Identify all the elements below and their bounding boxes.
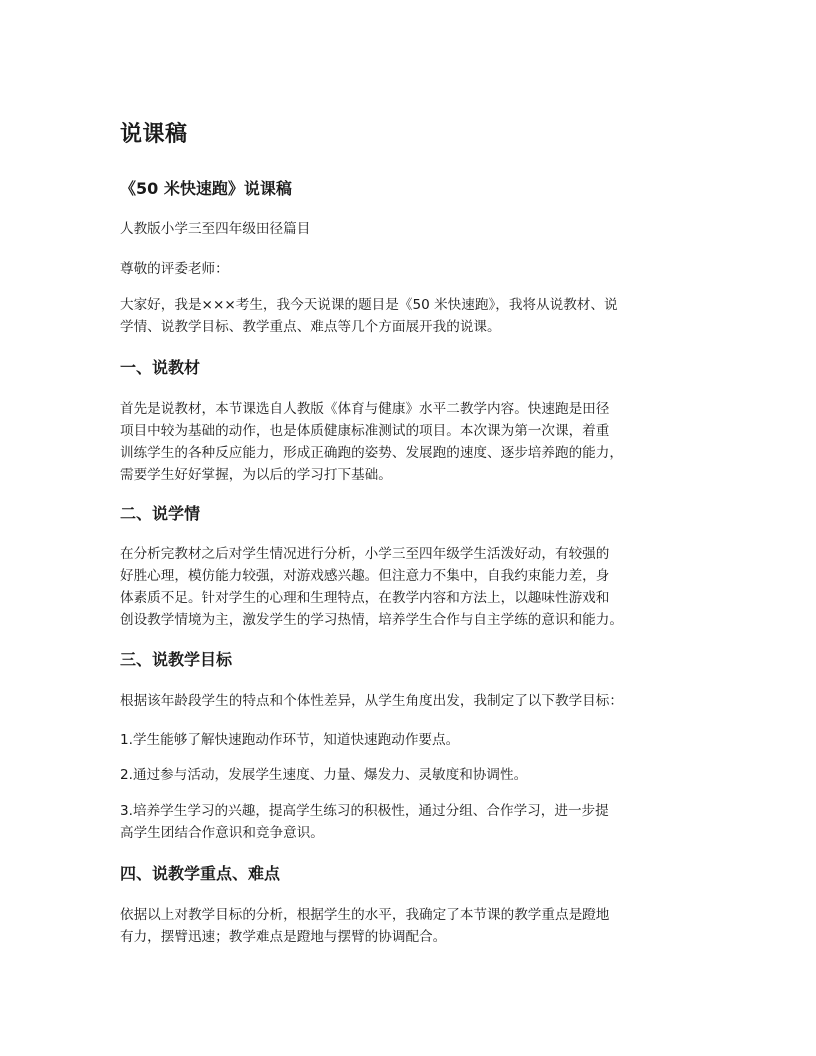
paragraph-line: 训练学生的各种反应能力，形成正确跑的姿势、发展跑的速度、逐步培养跑的能力， [120,445,623,461]
paragraph-line: 大家好，我是×××考生，我今天说课的题目是《50 米快速跑》，我将从说教材、说 [120,297,618,313]
section-paragraph [120,543,710,631]
paragraph-line: 体素质不足。针对学生的心理和生理特点，在教学内容和方法上，以趣味性游戏和 [120,590,610,606]
paragraph-line: 学情、说教学目标、教学重点、难点等几个方面展开我的说课。 [120,319,501,335]
paragraph-line: 首先是说教材，本节课选自人教版《体育与健康》水平二教学内容。快速跑是田径 [120,401,610,417]
section-heading: 三、说教学目标 [120,650,233,669]
paragraph-line: 项目中较为基础的动作，也是体质健康标准测试的项目。本次课为第一次课，着重 [120,423,610,439]
paragraph-line: 3.培养学生学习的兴趣，提高学生练习的积极性，通过分组、合作学习，进一步提 [120,803,609,819]
section-heading: 四、说教学重点、难点 [120,864,281,883]
section-heading: 二、说学情 [120,504,201,523]
goal-item [120,800,710,844]
paragraph-line: 依据以上对教学目标的分析，根据学生的水平，我确定了本节课的教学重点是蹬地 [120,907,610,923]
paragraph-line: 创设教学情境为主，激发学生的学习热情，培养学生合作与自主学练的意识和能力。 [120,612,623,628]
section-intro: 根据该年龄段学生的特点和个体性差异，从学生角度出发，我制定了以下教学目标： [120,693,623,709]
edition-line: 人教版小学三至四年级田径篇目 [120,221,311,237]
section-heading: 一、说教材 [120,358,201,377]
paragraph-line: 好胜心理，模仿能力较强，对游戏感兴趣。但注意力不集中，自我约束能力差，身 [120,568,610,584]
section-paragraph [120,398,710,486]
greeting-line: 尊敬的评委老师： [120,261,229,277]
lesson-title: 《50 米快速跑》说课稿 [120,179,292,198]
paragraph-line: 有力，摆臂迅速；教学难点是蹬地与摆臂的协调配合。 [120,929,447,945]
goal-item: 2.通过参与活动，发展学生速度、力量、爆发力、灵敏度和协调性。 [120,767,528,783]
goal-item: 1.学生能够了解快速跑动作环节，知道快速跑动作要点。 [120,732,460,748]
paragraph-line: 高学生团结合作意识和竞争意识。 [120,825,324,841]
section-paragraph [120,904,710,948]
document-title: 说课稿 [120,122,188,147]
paragraph-line: 需要学生好好掌握，为以后的学习打下基础。 [120,467,392,483]
paragraph-line: 在分析完教材之后对学生情况进行分析，小学三至四年级学生活泼好动，有较强的 [120,546,610,562]
intro-paragraph [120,294,710,338]
